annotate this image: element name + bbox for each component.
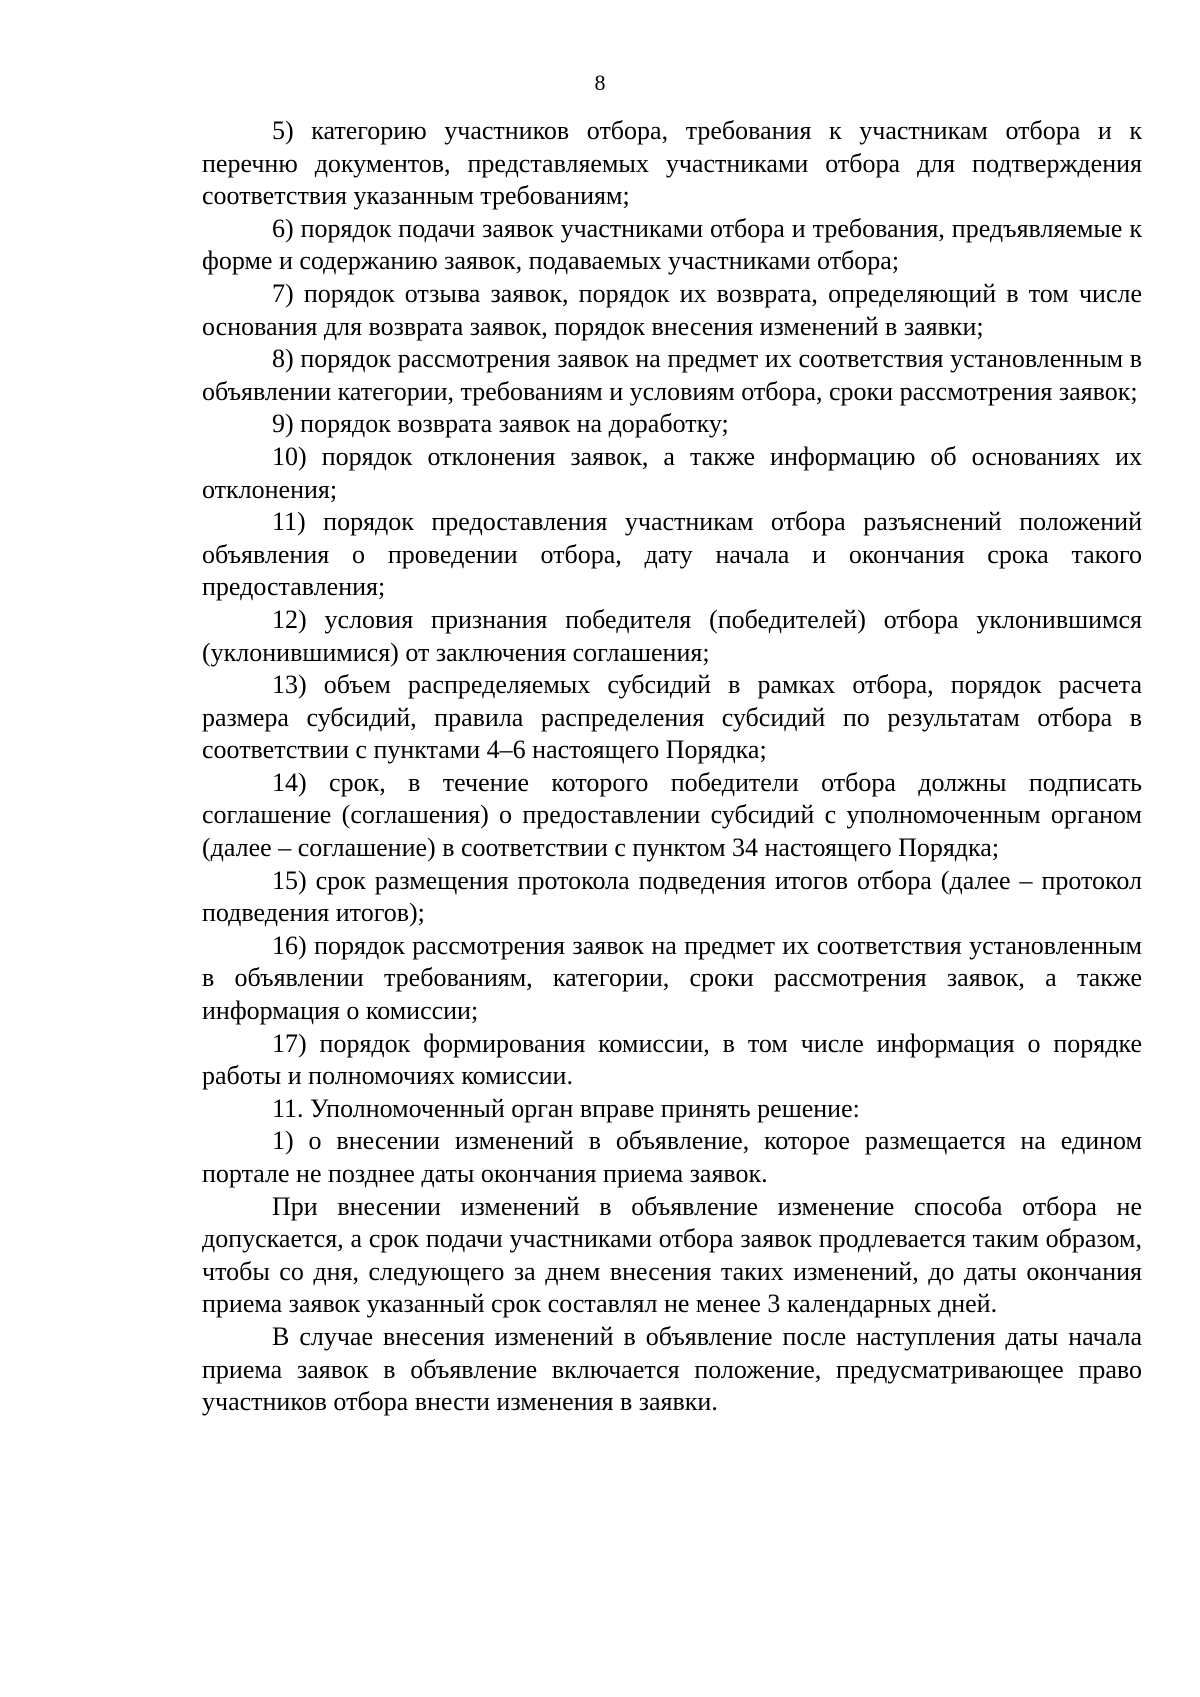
paragraph-item-10: 10) порядок отклонения заявок, а также информацию об основаниях их отклонения; <box>202 441 1142 504</box>
paragraph-changes-rule: При внесении изменений в объявление изменение способа отбора не допускается, а срок подачи участниками отбора заявок продлевается таким образом, чтобы со дня, следующего за днем внесения таких изменений, до даты окончания приема заявок указанный срок составлял не менее 3 календарных дней. <box>202 1191 1142 1319</box>
paragraph-clause-11: 11. Уполномоченный орган вправе принять решение: <box>272 1093 860 1123</box>
paragraph-item-16: 16) порядок рассмотрения заявок на предмет их соответствия установленным в объявлении требованиям, категории, сроки рассмотрения заявок, а также информация о комиссии; <box>202 930 1142 1026</box>
paragraph-item-14: 14) срок, в течение которого победители отбора должны подписать соглашение (соглашения) о предоставлении субсидий с уполномоченным органом (далее – соглашение) в соответствии с пунктом 34 настоящего Порядка; <box>202 767 1142 863</box>
paragraph-item-9: 9) порядок возврата заявок на доработку; <box>272 409 729 439</box>
document-text <box>202 115 1142 1419</box>
paragraph-item-17: 17) порядок формирования комиссии, в том числе информация о порядке работы и полномочиях комиссии. <box>202 1028 1142 1091</box>
paragraph-changes-after-start: В случае внесения изменений в объявление после наступления даты начала приема заявок в объявление включается положение, предусматривающее право участников отбора внести изменения в заявки. <box>202 1321 1142 1417</box>
paragraph-item-8: 8) порядок рассмотрения заявок на предмет их соответствия установленным в объявлении категории, требованиям и условиям отбора, сроки рассмотрения заявок; <box>202 344 1142 406</box>
page-number: 8 <box>594 70 606 95</box>
paragraph-item-7: 7) порядок отзыва заявок, порядок их возврата, определяющий в том числе основания для возврата заявок, порядок внесения изменений в заявки; <box>202 278 1142 341</box>
paragraph-item-6: 6) порядок подачи заявок участниками отбора и требования, предъявляемые к форме и содержанию заявок, подаваемых участниками отбора; <box>202 213 1142 276</box>
paragraph-item-15: 15) срок размещения протокола подведения итогов отбора (далее – протокол подведения итогов); <box>202 865 1142 928</box>
paragraph-item-5: 5) категорию участников отбора, требования к участникам отбора и к перечню документов, представляемых участниками отбора для подтверждения соответствия указанным требованиям; <box>202 116 1142 211</box>
paragraph-item-11: 11) порядок предоставления участникам отбора разъяснений положений объявления о проведении отбора, дату начала и окончания срока такого предоставления; <box>202 507 1142 602</box>
paragraph-item-13: 13) объем распределяемых субсидий в рамках отбора, порядок расчета размера субсидий, правила распределения субсидий по результатам отбора в соответствии с пунктами 4–6 настоящего Порядка; <box>202 670 1142 765</box>
paragraph-clause-11-item-1: 1) о внесении изменений в объявление, которое размещается на едином портале не позднее даты окончания приема заявок. <box>202 1126 1142 1188</box>
paragraph-item-12: 12) условия признания победителя (победителей) отбора уклонившимся (уклонившимися) от заключения соглашения; <box>202 604 1142 667</box>
